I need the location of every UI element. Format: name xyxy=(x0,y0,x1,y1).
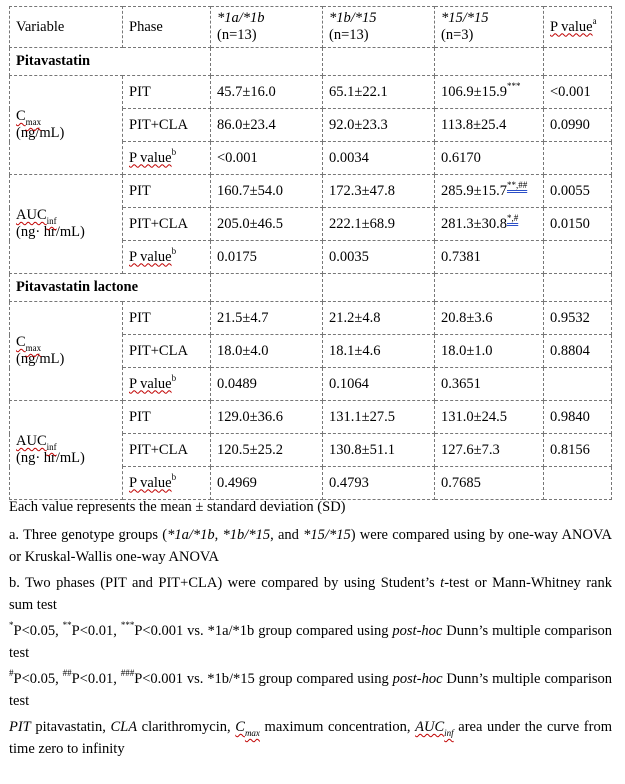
value-g3: 0.3651 xyxy=(441,375,481,392)
note-hash: #P<0.05, ##P<0.01, ###P<0.001 vs. *1b/*15 group compared using post-hoc Dunn’s multiple comparison test xyxy=(9,668,612,709)
value-g3: 20.8±3.6 xyxy=(441,309,493,326)
section-empty-cell xyxy=(435,274,544,302)
value-cell-g1: 21.5±4.7 xyxy=(211,302,323,335)
section-row xyxy=(10,48,612,76)
header-group-1: *1a/*1b (n=13) xyxy=(211,7,323,48)
header-group-3: *15/*15 (n=3) xyxy=(435,7,544,48)
phase-label: PIT xyxy=(129,182,151,199)
phase-label: PIT+CLA xyxy=(129,342,188,359)
value-cell-g3 xyxy=(435,434,544,467)
header-group-2: *1b/*15 (n=13) xyxy=(323,7,435,48)
section-title: Pitavastatin lactone xyxy=(10,274,211,302)
phase-superscript: b xyxy=(171,372,177,383)
value-cell-g2: 172.3±47.8 xyxy=(323,175,435,208)
value-cell-g3 xyxy=(435,467,544,500)
value-cell-g1: 0.0175 xyxy=(211,241,323,274)
p-value-cell: 0.9840 xyxy=(544,401,612,434)
variable-cell xyxy=(10,401,123,500)
section-empty-cell xyxy=(211,274,323,302)
phase-cell xyxy=(123,208,211,241)
value-g3: 281.3±30.8 xyxy=(441,215,507,232)
value-cell-g3 xyxy=(435,335,544,368)
p-value-cell: <0.001 xyxy=(544,76,612,109)
variable-subscript: max xyxy=(25,342,42,353)
section-title: Pitavastatin xyxy=(10,48,211,76)
phase-label: P value xyxy=(129,474,172,491)
value-cell-g3 xyxy=(435,241,544,274)
phase-cell xyxy=(123,142,211,175)
variable-cell xyxy=(10,302,123,401)
variable-symbol: AUC xyxy=(16,433,47,449)
value-g3: 0.7381 xyxy=(441,248,481,265)
note-a: a. Three genotype groups (*1a/*1b, *1b/*15, and *15/*15) were compared using by one-way ANOVA or Kruskal-Wallis one-way ANOVA xyxy=(9,527,612,565)
header-p-value: P value$^a$ xyxy=(544,7,612,48)
phase-label: PIT+CLA xyxy=(129,215,188,232)
value-g3: 0.6170 xyxy=(441,149,481,166)
value-g3: 131.0±24.5 xyxy=(441,408,507,425)
value-g3: 113.8±25.4 xyxy=(441,116,507,133)
note-star: *P<0.05, **P<0.01, ***P<0.001 vs. *1a/*1b group compared using post-hoc Dunn’s multiple comparison test xyxy=(9,620,612,661)
section-empty-cell xyxy=(211,48,323,76)
p-value-cell xyxy=(544,368,612,401)
significance-mark: *,# xyxy=(506,212,519,223)
phase-cell xyxy=(123,241,211,274)
phase-superscript: b xyxy=(171,146,177,157)
phase-cell xyxy=(123,434,211,467)
note-abbreviations: PIT pitavastatin, CLA clarithromycin, $C_{max}$ maximum concentration, $AUC_{inf}$ area under the curve from time zero to infinity xyxy=(9,719,612,757)
value-cell-g2: 0.1064 xyxy=(323,368,435,401)
p-value-cell: 0.0990 xyxy=(544,109,612,142)
variable-symbol: C xyxy=(16,334,26,350)
value-cell-g2: 130.8±51.1 xyxy=(323,434,435,467)
section-empty-cell xyxy=(323,48,435,76)
note-summary: Each value represents the mean ± standard deviation (SD) xyxy=(9,499,346,515)
section-row xyxy=(10,274,612,302)
table-row xyxy=(10,76,612,109)
p-value-cell xyxy=(544,467,612,500)
value-cell-g3 xyxy=(435,175,544,208)
value-g3: 18.0±1.0 xyxy=(441,342,493,359)
pk-table-body xyxy=(10,7,612,500)
phase-label: P value xyxy=(129,248,172,265)
value-cell-g3 xyxy=(435,368,544,401)
value-cell-g2: 0.0035 xyxy=(323,241,435,274)
table-row xyxy=(10,302,612,335)
table-row xyxy=(10,401,612,434)
value-cell-g3 xyxy=(435,142,544,175)
value-cell-g1: 0.4969 xyxy=(211,467,323,500)
phase-label: PIT xyxy=(129,83,151,100)
table-row xyxy=(10,175,612,208)
value-cell-g1: 160.7±54.0 xyxy=(211,175,323,208)
phase-cell xyxy=(123,76,211,109)
value-cell-g2: 18.1±4.6 xyxy=(323,335,435,368)
variable-symbol: AUC xyxy=(16,207,47,223)
p-value-cell: 0.0055 xyxy=(544,175,612,208)
p-value-cell: 0.8804 xyxy=(544,335,612,368)
phase-cell xyxy=(123,109,211,142)
value-cell-g2: 131.1±27.5 xyxy=(323,401,435,434)
phase-cell xyxy=(123,335,211,368)
phase-superscript: b xyxy=(171,245,177,256)
value-g3: 285.9±15.7 xyxy=(441,182,507,199)
phase-label: P value xyxy=(129,375,172,392)
value-cell-g2: 0.4793 xyxy=(323,467,435,500)
phase-cell xyxy=(123,302,211,335)
header-variable: Variable xyxy=(10,7,123,48)
variable-unit: (ng· hr/mL) xyxy=(16,224,85,240)
phase-superscript: b xyxy=(171,471,177,482)
section-empty-cell xyxy=(544,48,612,76)
value-g3: 0.7685 xyxy=(441,474,481,491)
pk-table xyxy=(9,6,612,500)
variable-unit: (ng/mL) xyxy=(16,351,65,367)
p-value-cell: 0.0150 xyxy=(544,208,612,241)
variable-unit: (ng· hr/mL) xyxy=(16,450,85,466)
variable-unit: (ng/mL) xyxy=(16,125,65,141)
phase-cell xyxy=(123,175,211,208)
value-cell-g1: 45.7±16.0 xyxy=(211,76,323,109)
value-cell-g2: 92.0±23.3 xyxy=(323,109,435,142)
value-cell-g2: 21.2±4.8 xyxy=(323,302,435,335)
value-cell-g1: <0.001 xyxy=(211,142,323,175)
p-value-cell: 0.9532 xyxy=(544,302,612,335)
phase-cell xyxy=(123,401,211,434)
p-value-cell xyxy=(544,241,612,274)
variable-cell xyxy=(10,76,123,175)
section-empty-cell xyxy=(435,48,544,76)
variable-cell xyxy=(10,175,123,274)
value-cell-g1: 86.0±23.4 xyxy=(211,109,323,142)
value-cell-g1: 120.5±25.2 xyxy=(211,434,323,467)
phase-cell xyxy=(123,467,211,500)
value-cell-g1: 205.0±46.5 xyxy=(211,208,323,241)
section-empty-cell xyxy=(323,274,435,302)
variable-subscript: max xyxy=(25,116,42,127)
phase-label: PIT+CLA xyxy=(129,116,188,133)
variable-symbol: C xyxy=(16,108,26,124)
phase-label: PIT xyxy=(129,309,151,326)
value-cell-g1: 18.0±4.0 xyxy=(211,335,323,368)
p-value-cell: 0.8156 xyxy=(544,434,612,467)
significance-mark: **,## xyxy=(506,179,528,190)
note-b: b. Two phases (PIT and PIT+CLA) were compared by using Student’s t-test or Mann-Whitney rank sum test xyxy=(9,575,612,613)
value-cell-g1: 0.0489 xyxy=(211,368,323,401)
value-cell-g1: 129.0±36.6 xyxy=(211,401,323,434)
value-cell-g3 xyxy=(435,401,544,434)
header-row xyxy=(10,7,612,48)
phase-label: PIT xyxy=(129,408,151,425)
value-g3: 106.9±15.9 xyxy=(441,83,507,100)
value-cell-g3 xyxy=(435,76,544,109)
header-phase: Phase xyxy=(123,7,211,48)
value-cell-g2: 222.1±68.9 xyxy=(323,208,435,241)
phase-label: P value xyxy=(129,149,172,166)
value-cell-g3 xyxy=(435,208,544,241)
phase-cell xyxy=(123,368,211,401)
value-cell-g2: 65.1±22.1 xyxy=(323,76,435,109)
value-cell-g2: 0.0034 xyxy=(323,142,435,175)
value-g3: 127.6±7.3 xyxy=(441,441,500,458)
value-cell-g3 xyxy=(435,109,544,142)
variable-subscript: inf xyxy=(46,215,57,226)
section-empty-cell xyxy=(544,274,612,302)
value-cell-g3 xyxy=(435,302,544,335)
phase-label: PIT+CLA xyxy=(129,441,188,458)
variable-subscript: inf xyxy=(46,441,57,452)
pk-table-wrapper xyxy=(9,6,611,500)
p-value-cell xyxy=(544,142,612,175)
table-footnotes xyxy=(9,496,612,764)
significance-mark: *** xyxy=(506,80,521,91)
